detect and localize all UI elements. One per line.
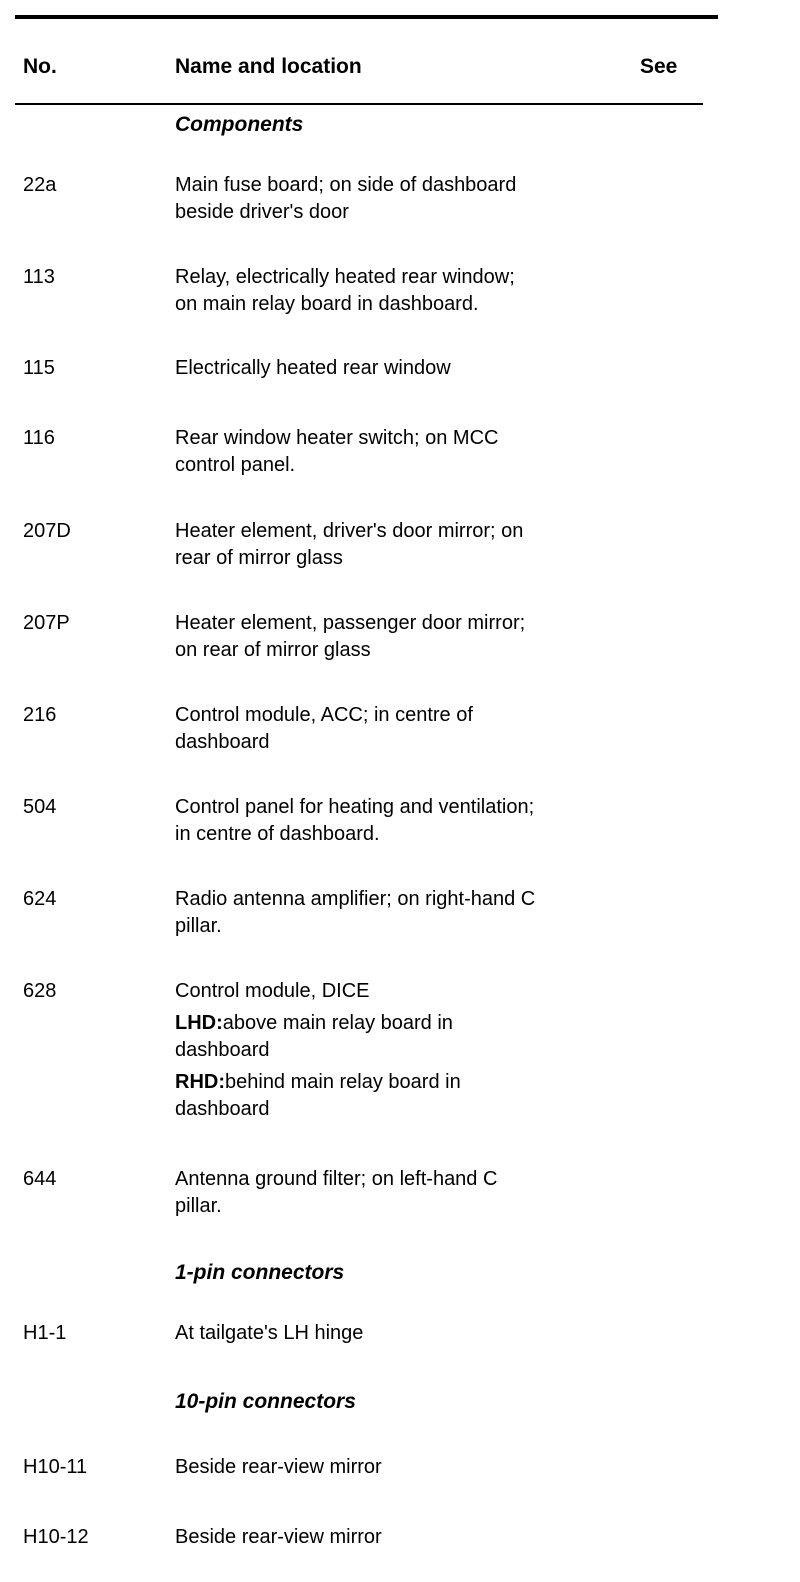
column-header-see: See [640, 55, 678, 78]
description-line: Electrically heated rear window [175, 357, 451, 379]
row-number: 504 [23, 796, 57, 818]
row-description [175, 702, 655, 756]
row-number: 113 [23, 266, 55, 288]
lhd-line: dashboard [175, 1039, 270, 1061]
row-number: 115 [23, 357, 55, 379]
column-header-no: No. [23, 55, 57, 78]
description-line: dashboard [175, 731, 270, 753]
section-heading-10-pin: 10-pin connectors [175, 1390, 356, 1413]
header-rule [15, 103, 703, 105]
description-line: pillar. [175, 1195, 222, 1217]
description-line: Radio antenna amplifier; on right-hand C [175, 888, 536, 910]
rhd-note [175, 1069, 655, 1123]
description-line: Control module, DICE [175, 980, 370, 1002]
row-description [175, 355, 655, 382]
lhd-line [175, 1010, 655, 1037]
description-line: in centre of dashboard. [175, 823, 380, 845]
row-number: 644 [23, 1168, 57, 1190]
row-description [175, 1166, 655, 1220]
description-line: Beside rear-view mirror [175, 1526, 382, 1548]
section-heading-1-pin: 1-pin connectors [175, 1261, 345, 1284]
row-number: 207P [23, 612, 70, 634]
row-description [175, 610, 655, 664]
description-line: Main fuse board; on side of dashboard [175, 174, 517, 196]
description-line: rear of mirror glass [175, 547, 343, 569]
row-number: 628 [23, 980, 57, 1002]
row-description [175, 886, 655, 940]
row-description [175, 518, 655, 572]
rhd-text: behind main relay board in [225, 1071, 461, 1093]
row-description [175, 264, 655, 318]
description-line: Rear window heater switch; on MCC [175, 427, 499, 449]
description-line: on main relay board in dashboard. [175, 293, 479, 315]
lhd-label: LHD: [175, 1012, 223, 1034]
rhd-label: RHD: [175, 1071, 225, 1093]
description-line: Heater element, driver's door mirror; on [175, 520, 524, 542]
lhd-note [175, 1010, 655, 1064]
top-rule [15, 15, 718, 19]
rhd-line [175, 1069, 655, 1096]
column-header-name: Name and location [175, 55, 362, 78]
description-line: Beside rear-view mirror [175, 1456, 382, 1478]
row-number: 624 [23, 888, 57, 910]
description-line: Heater element, passenger door mirror; [175, 612, 526, 634]
lhd-text: above main relay board in [222, 1012, 453, 1034]
description-line: Control panel for heating and ventilation; [175, 796, 535, 818]
row-description [175, 1454, 655, 1481]
description-line: Control module, ACC; in centre of [175, 704, 473, 726]
row-number: H10-11 [23, 1456, 88, 1478]
description-line: beside driver's door [175, 201, 349, 223]
row-description [175, 1320, 655, 1347]
description-line: At tailgate's LH hinge [175, 1322, 364, 1344]
row-number: 216 [23, 704, 57, 726]
description-line: on rear of mirror glass [175, 639, 371, 661]
description-line: Relay, electrically heated rear window; [175, 266, 515, 288]
rhd-line: dashboard [175, 1098, 270, 1120]
row-number: H1-1 [23, 1322, 67, 1344]
section-heading-components: Components [175, 113, 304, 136]
row-number: H10-12 [23, 1526, 89, 1548]
row-description [175, 978, 655, 1123]
description-line: pillar. [175, 915, 222, 937]
row-number: 116 [23, 427, 55, 449]
row-description [175, 794, 655, 848]
row-description [175, 172, 655, 226]
description-line: control panel. [175, 454, 296, 476]
row-number: 207D [23, 520, 71, 542]
row-description [175, 425, 655, 479]
row-description [175, 1524, 655, 1551]
row-number: 22a [23, 174, 57, 196]
description-line: Antenna ground filter; on left-hand C [175, 1168, 498, 1190]
